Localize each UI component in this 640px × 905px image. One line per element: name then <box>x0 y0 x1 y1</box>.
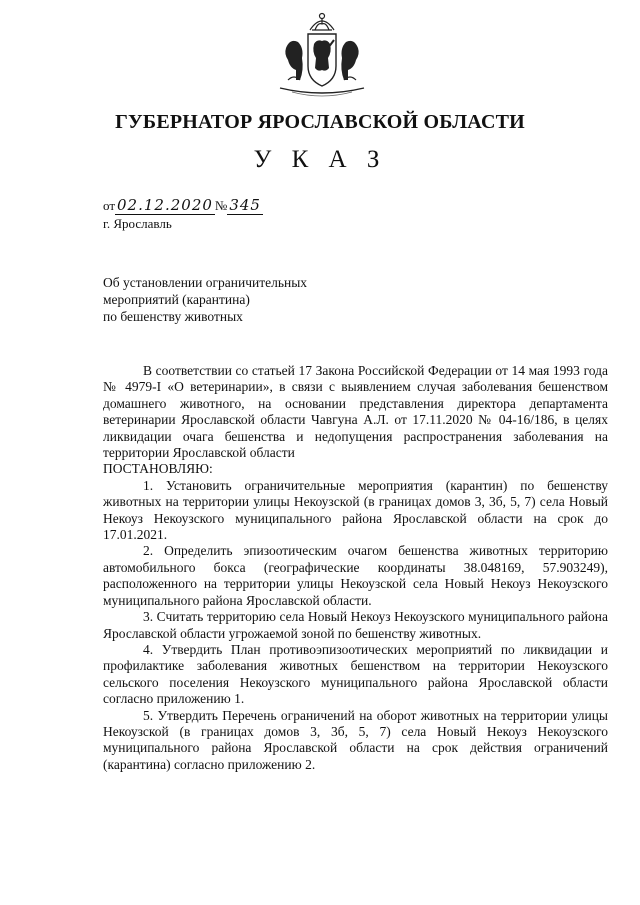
decree-item: 2. Определить эпизоотическим очагом бешенства животных территорию автомобильного бокса (географические координаты 38.048169, 57.903249), расположенного на территории улицы Некоузской села Новый Некоуз Некоузского муниципального района Ярославской области. <box>103 543 608 608</box>
decree-item: 1. Установить ограничительные мероприятия (карантин) по бешенству животных на территории улицы Некоузской (в границах домов 3, 3б, 5, 7) села Новый Некоуз Некоузского муниципального района Ярославской области на срок до 17.01.2021. <box>103 477 608 543</box>
decree-body <box>103 363 608 773</box>
decree-number: 345 <box>229 196 261 214</box>
subject-line: мероприятий (карантина) <box>103 292 250 307</box>
yaroslavl-coat-of-arms-icon <box>274 8 370 100</box>
decree-item: 3. Считать территорию села Новый Некоуз Некоузского муниципального района Ярославской области угрожаемой зоной по бешенству животных. <box>103 609 608 641</box>
decree-date: 02.12.2020 <box>117 196 213 214</box>
subject-line: Об установлении ограничительных <box>103 275 308 290</box>
preamble-paragraph: В соответствии со статьей 17 Закона Российской Федерации от 14 мая 1993 года № 4979-I «О ветеринарии», в связи с выявлением случая заболевания бешенством домашнего животного, на основании представления директора департамента ветеринарии Ярославской области Чавгуна А.Л. от 17.11.2020 № 04-16/186, в целях ликвидации очага бешенства и недопущения распространения заболевания на территории Ярославской области <box>103 363 608 461</box>
resolve-heading: ПОСТАНОВЛЯЮ: <box>103 461 213 477</box>
date-prefix: от <box>103 198 116 213</box>
decree-item: 5. Утвердить Перечень ограничений на оборот животных на территории улицы Некоузской (в границах домов 3, 3б, 5, 7) села Новый Некоуз Некоузского муниципального района Ярославской области на срок действия ограничений (карантина) согласно приложению 2. <box>103 707 608 772</box>
city: г. Ярославль <box>103 216 172 231</box>
governor-title: ГУБЕРНАТОР ЯРОСЛАВСКОЙ ОБЛАСТИ <box>115 111 525 133</box>
subject-line: по бешенству животных <box>103 309 243 324</box>
document-type: У К А З <box>253 146 387 173</box>
decree-item: 4. Утвердить План противоэпизоотических мероприятий по ликвидации и профилактике заболевания животных бешенством на территории Некоузского сельского поселения Некоузского муниципального района Ярославской области согласно приложению 1. <box>103 641 608 707</box>
number-prefix: № <box>214 198 228 213</box>
date-number-line <box>103 196 263 215</box>
decree-subject <box>103 274 307 325</box>
